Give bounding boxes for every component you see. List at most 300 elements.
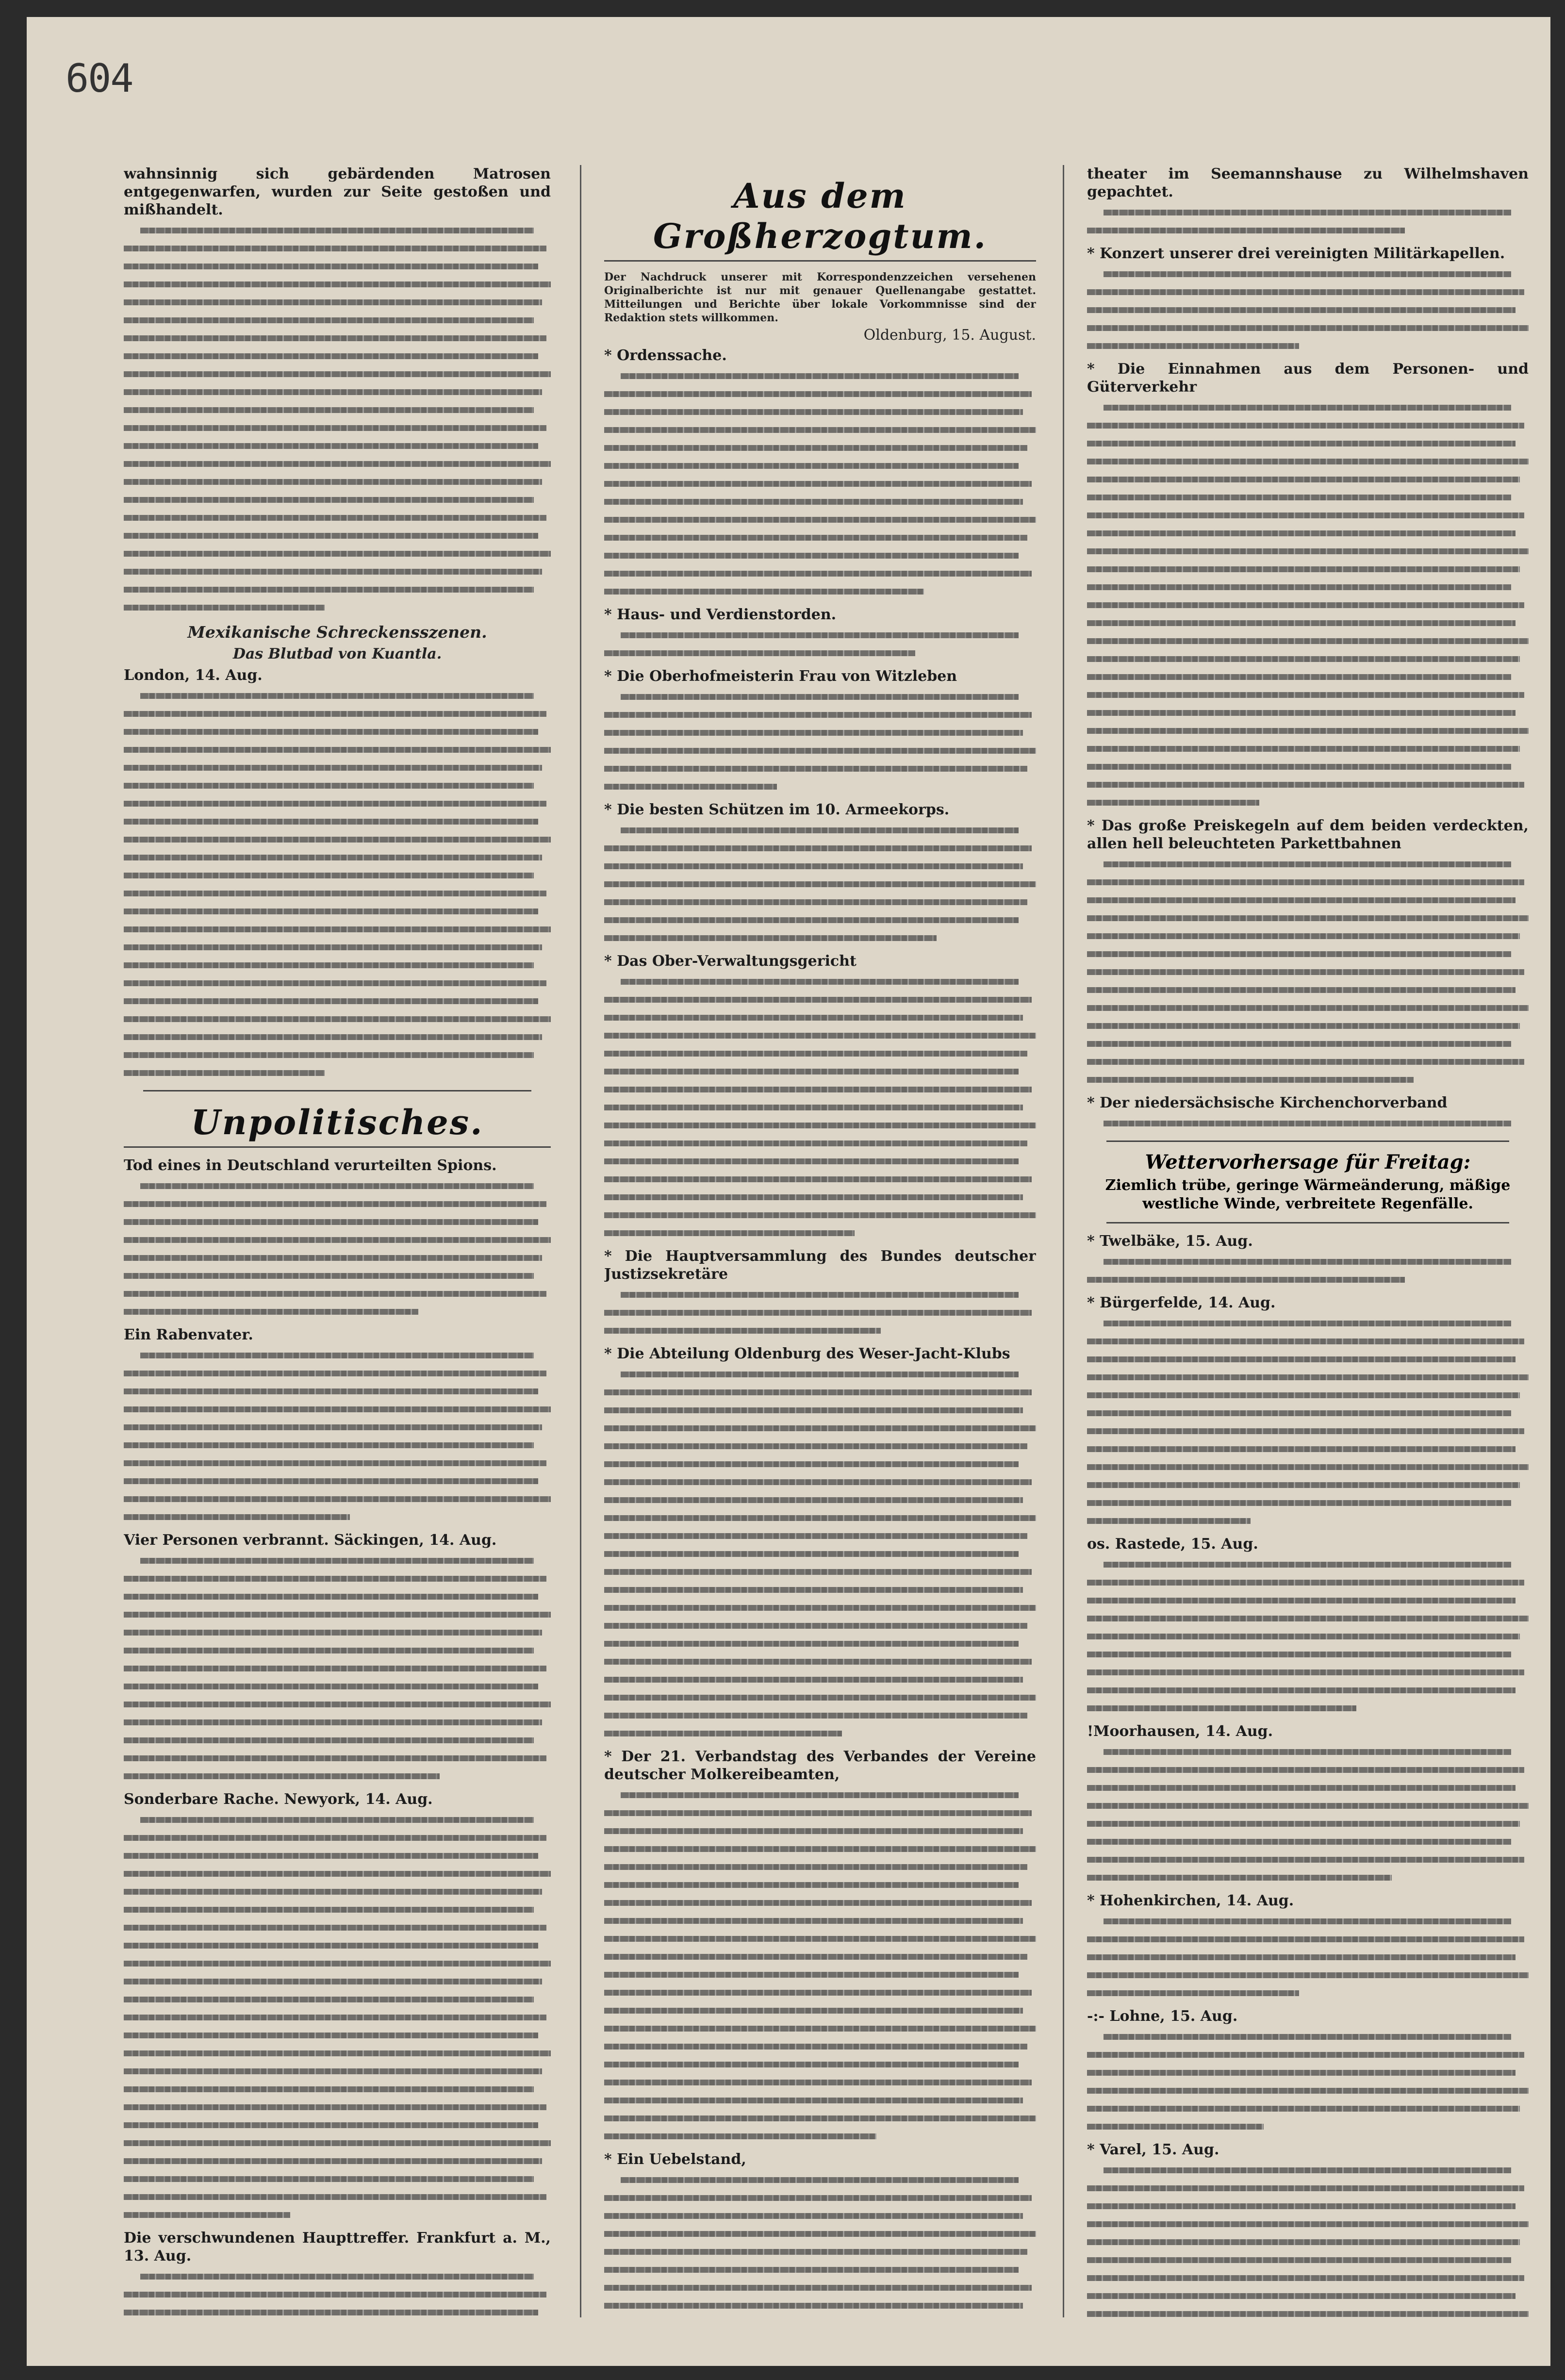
text-line xyxy=(124,436,551,454)
text-line xyxy=(1087,1034,1529,1052)
text-line xyxy=(124,1436,551,1454)
weather-heading: Wettervorhersage für Freitag: xyxy=(1145,1151,1471,1173)
text-line xyxy=(604,2109,1036,2127)
text-line xyxy=(124,1471,551,1489)
text-line xyxy=(124,1731,551,1749)
text-line xyxy=(1087,434,1529,452)
text-line xyxy=(1087,452,1529,470)
text-line xyxy=(124,902,551,920)
text-line xyxy=(124,598,551,616)
text-line xyxy=(604,2314,1036,2317)
text-line xyxy=(604,2019,1036,2037)
item-title: * Ein Uebelstand, xyxy=(604,2151,746,2168)
page-number: 604 xyxy=(66,56,133,101)
text-line xyxy=(1087,1475,1529,1493)
text-line xyxy=(1087,1966,1529,1983)
text-line xyxy=(604,839,1036,857)
text-line xyxy=(604,1544,1036,1562)
text-line xyxy=(604,492,1036,510)
text-line xyxy=(1087,2268,1529,2286)
text-line xyxy=(124,938,551,956)
text-line xyxy=(604,759,1036,777)
text-line xyxy=(1087,2027,1529,2045)
text-line xyxy=(124,1382,551,1400)
body-text-lines xyxy=(1087,1114,1529,1132)
text-line xyxy=(124,920,551,938)
body-text-lines xyxy=(124,1551,551,1785)
text-line xyxy=(604,777,1036,795)
text-line xyxy=(1087,1439,1529,1457)
article-item xyxy=(1087,360,1529,811)
text-line xyxy=(604,2206,1036,2224)
text-line xyxy=(1087,1663,1529,1681)
text-line xyxy=(604,723,1036,741)
text-line xyxy=(604,420,1036,438)
text-line xyxy=(604,2127,1036,2145)
text-line xyxy=(1087,1796,1529,1814)
text-line xyxy=(124,1695,551,1713)
text-line xyxy=(1087,775,1529,793)
text-line xyxy=(604,1285,1036,1303)
text-line xyxy=(604,474,1036,492)
text-line xyxy=(1087,962,1529,980)
divider xyxy=(143,1090,531,1091)
text-line xyxy=(124,418,551,436)
text-line xyxy=(1087,1760,1529,1778)
local-item xyxy=(1087,1892,1529,2001)
article-item xyxy=(604,1345,1036,1742)
text-line xyxy=(604,2091,1036,2109)
text-line xyxy=(604,2055,1036,2073)
text-line xyxy=(604,402,1036,420)
text-line xyxy=(1087,488,1529,506)
text-line xyxy=(1087,873,1529,891)
text-line xyxy=(124,1194,551,1212)
divider xyxy=(1106,1222,1509,1223)
text-line xyxy=(124,1454,551,1471)
text-line xyxy=(124,257,551,275)
text-line xyxy=(124,1918,551,1936)
text-line xyxy=(124,776,551,794)
text-line xyxy=(124,1641,551,1659)
text-line xyxy=(1087,1832,1529,1850)
text-line xyxy=(1087,221,1529,239)
text-line xyxy=(1087,1573,1529,1591)
text-line xyxy=(1087,506,1529,524)
text-line xyxy=(124,1551,551,1569)
text-line xyxy=(1087,2099,1529,2117)
item-title: * Das Ober-Verwaltungsgericht xyxy=(604,953,857,970)
text-line xyxy=(124,1284,551,1302)
text-line xyxy=(124,562,551,580)
text-line xyxy=(124,2116,551,2133)
body-text-lines xyxy=(1087,1912,1529,2001)
text-line xyxy=(604,1821,1036,1839)
text-line xyxy=(604,644,1036,661)
text-line xyxy=(1087,1252,1529,1270)
text-line xyxy=(604,1383,1036,1401)
body-text-lines xyxy=(604,626,1036,661)
text-line xyxy=(1087,2045,1529,2063)
text-line xyxy=(604,1634,1036,1652)
text-line xyxy=(1087,1591,1529,1609)
text-line xyxy=(1087,1868,1529,1886)
text-line xyxy=(124,1936,551,1954)
text-line xyxy=(604,857,1036,875)
text-line xyxy=(604,1419,1036,1437)
text-line xyxy=(604,1080,1036,1098)
text-line xyxy=(604,1303,1036,1321)
text-line xyxy=(1087,757,1529,775)
text-line xyxy=(1087,2304,1529,2317)
item-title: * Die Einnahmen aus dem Personen- und Güterverkehr xyxy=(1087,361,1529,396)
mexico-dateline: London, 14. Aug. xyxy=(124,667,263,684)
text-line xyxy=(604,1206,1036,1223)
body-text-lines xyxy=(1087,855,1529,1088)
text-line xyxy=(124,974,551,992)
text-line xyxy=(604,1472,1036,1490)
body-text-lines xyxy=(604,687,1036,795)
item-title: * Konzert unserer drei vereinigten Militärkapellen. xyxy=(1087,245,1505,262)
region-heading: Aus dem Großherzogtum. xyxy=(604,176,1036,262)
column-3 xyxy=(1087,165,1529,2317)
weather-forecast: Ziemlich trübe, geringe Wärmeänderung, mäßige westliche Winde, verbreitete Regenfälle. xyxy=(1105,1177,1511,1212)
text-line xyxy=(604,1652,1036,1670)
text-line xyxy=(604,1616,1036,1634)
text-line xyxy=(124,1623,551,1641)
column-1 xyxy=(124,165,551,2317)
text-line xyxy=(604,1598,1036,1616)
text-line xyxy=(604,928,1036,946)
text-line xyxy=(124,526,551,544)
text-line xyxy=(124,1749,551,1767)
text-line xyxy=(1087,2063,1529,2081)
text-line xyxy=(1087,613,1529,631)
text-line xyxy=(124,400,551,418)
text-line xyxy=(124,2080,551,2098)
text-line xyxy=(1087,1314,1529,1332)
body-text-lines xyxy=(124,1176,551,1320)
local-item xyxy=(1087,1232,1529,1288)
text-line xyxy=(124,2026,551,2044)
text-line xyxy=(124,740,551,758)
text-line xyxy=(124,1176,551,1194)
text-line xyxy=(1087,1052,1529,1070)
article-item xyxy=(604,1247,1036,1339)
text-line xyxy=(124,812,551,830)
text-line xyxy=(1087,1070,1529,1088)
text-line xyxy=(604,1321,1036,1339)
article-item xyxy=(124,1531,551,1785)
text-line xyxy=(1087,649,1529,667)
text-line xyxy=(1087,793,1529,811)
text-line xyxy=(604,1803,1036,1821)
text-line xyxy=(124,1346,551,1364)
text-line xyxy=(1087,2161,1529,2179)
text-line xyxy=(604,741,1036,759)
text-line xyxy=(124,2133,551,2151)
text-line xyxy=(1087,318,1529,336)
text-line xyxy=(604,2242,1036,2260)
item-title: * Die besten Schützen im 10. Armeekorps. xyxy=(604,801,950,818)
text-line xyxy=(1087,1645,1529,1663)
body-text-lines xyxy=(1087,2027,1529,2135)
text-line xyxy=(1087,721,1529,739)
local-title: !Moorhausen, 14. Aug. xyxy=(1087,1723,1273,1740)
text-line xyxy=(1087,2250,1529,2268)
body-text-lines xyxy=(1087,1314,1529,1529)
body-text-lines xyxy=(604,821,1036,946)
text-line xyxy=(1087,300,1529,318)
text-line xyxy=(1087,2232,1529,2250)
article-opening: wahnsinnig sich gebärdenden Matrosen entgegenwarfen, wurden zur Seite gestoßen und mißhandelt. xyxy=(124,165,551,218)
text-line xyxy=(1087,1511,1529,1529)
text-line xyxy=(1087,1983,1529,2001)
text-line xyxy=(1087,1386,1529,1404)
text-line xyxy=(1087,595,1529,613)
text-line xyxy=(124,1400,551,1418)
text-line xyxy=(604,1929,1036,1947)
text-line xyxy=(1087,542,1529,560)
text-line xyxy=(124,1248,551,1266)
text-line xyxy=(604,1508,1036,1526)
text-line xyxy=(124,1828,551,1846)
text-line xyxy=(604,564,1036,582)
text-line xyxy=(604,1562,1036,1580)
text-line xyxy=(1087,909,1529,926)
text-line xyxy=(604,1134,1036,1152)
text-line xyxy=(1087,1493,1529,1511)
article-item xyxy=(124,1790,551,2223)
text-line xyxy=(124,1418,551,1436)
local-item xyxy=(1087,1294,1529,1529)
text-line xyxy=(1087,855,1529,873)
text-line xyxy=(1087,2286,1529,2304)
text-line xyxy=(604,1170,1036,1188)
text-line xyxy=(604,2224,1036,2242)
text-line xyxy=(124,848,551,866)
text-line xyxy=(1087,944,1529,962)
text-line xyxy=(124,1972,551,1990)
article-item xyxy=(604,952,1036,1241)
text-line xyxy=(1087,560,1529,578)
text-line xyxy=(124,2008,551,2026)
item-title: * Das große Preiskegeln auf dem beiden verdeckten, allen hell beleuchteten Parkettbahnen xyxy=(1087,817,1529,852)
body-text-lines xyxy=(124,1346,551,1525)
text-line xyxy=(124,347,551,364)
article-item xyxy=(604,801,1036,946)
column-2 xyxy=(604,165,1036,2317)
text-line xyxy=(124,311,551,329)
body-text-lines xyxy=(1087,264,1529,354)
text-line xyxy=(1087,1778,1529,1796)
article-item xyxy=(1087,1094,1529,1132)
text-line xyxy=(1087,1609,1529,1627)
text-line xyxy=(1087,1016,1529,1034)
text-line xyxy=(604,1044,1036,1062)
body-text-lines xyxy=(604,1285,1036,1339)
text-line xyxy=(124,1230,551,1248)
local-title: -:- Lohne, 15. Aug. xyxy=(1087,2008,1238,2025)
local-item xyxy=(1087,1535,1529,1717)
text-line xyxy=(1087,1627,1529,1645)
text-line xyxy=(604,1437,1036,1454)
local-item xyxy=(1087,2007,1529,2135)
text-line xyxy=(1087,703,1529,721)
local-title: * Varel, 15. Aug. xyxy=(1087,2141,1219,2158)
text-line xyxy=(604,1580,1036,1598)
local-title: * Hohenkirchen, 14. Aug. xyxy=(1087,1892,1294,1909)
item-title: * Der 21. Verbandstag des Verbandes der Vereine deutscher Molkereibeamten, xyxy=(604,1748,1036,1783)
text-line xyxy=(124,2187,551,2205)
body-text-lines xyxy=(604,366,1036,600)
text-line xyxy=(604,2278,1036,2296)
text-line xyxy=(124,2062,551,2080)
text-line xyxy=(604,1008,1036,1026)
text-line xyxy=(1087,524,1529,542)
text-line xyxy=(1087,1270,1529,1288)
text-line xyxy=(124,866,551,884)
text-line xyxy=(1087,1368,1529,1386)
text-line xyxy=(1087,336,1529,354)
text-line xyxy=(604,1062,1036,1080)
text-line xyxy=(1087,1457,1529,1475)
text-line xyxy=(124,1302,551,1320)
text-line xyxy=(124,1507,551,1525)
text-line xyxy=(124,722,551,740)
text-line xyxy=(604,1947,1036,1965)
text-line xyxy=(604,705,1036,723)
body-text-lines xyxy=(124,221,551,616)
text-line xyxy=(1087,1404,1529,1421)
text-line xyxy=(604,1724,1036,1742)
text-line xyxy=(124,1063,551,1081)
text-line xyxy=(124,1677,551,1695)
text-line xyxy=(604,1152,1036,1170)
text-line xyxy=(124,329,551,347)
text-line xyxy=(124,454,551,472)
text-line xyxy=(124,364,551,382)
text-line xyxy=(1087,1681,1529,1699)
text-line xyxy=(124,830,551,848)
text-line xyxy=(1087,2117,1529,2135)
text-line xyxy=(604,2296,1036,2314)
body-text-lines xyxy=(1087,203,1529,239)
text-line xyxy=(124,1027,551,1045)
text-line xyxy=(604,366,1036,384)
text-line xyxy=(124,704,551,722)
body-text-lines xyxy=(1087,2161,1529,2317)
text-line xyxy=(604,1893,1036,1911)
text-line xyxy=(124,1954,551,1972)
text-line xyxy=(124,1900,551,1918)
text-line xyxy=(604,1365,1036,1383)
text-line xyxy=(124,1990,551,2008)
text-line xyxy=(124,2267,551,2285)
text-line xyxy=(1087,926,1529,944)
text-line xyxy=(124,758,551,776)
text-line xyxy=(604,1490,1036,1508)
item-title: * Haus- und Verdienstorden. xyxy=(604,606,837,623)
text-line xyxy=(1087,1699,1529,1717)
text-line xyxy=(124,490,551,508)
text-line xyxy=(124,2044,551,2062)
dateline: Oldenburg, 15. August. xyxy=(863,327,1036,344)
text-line xyxy=(604,2001,1036,2019)
local-item xyxy=(1087,2141,1529,2317)
text-line xyxy=(604,582,1036,600)
text-line xyxy=(124,508,551,526)
text-line xyxy=(1087,1421,1529,1439)
text-line xyxy=(124,1659,551,1677)
text-line xyxy=(1087,667,1529,685)
text-line xyxy=(124,275,551,293)
text-line xyxy=(124,1212,551,1230)
text-line xyxy=(1087,980,1529,998)
text-line xyxy=(604,1875,1036,1893)
text-line xyxy=(1087,1555,1529,1573)
text-line xyxy=(1087,203,1529,221)
article-item xyxy=(604,1748,1036,2145)
text-line xyxy=(604,821,1036,839)
text-line xyxy=(604,1785,1036,1803)
text-line xyxy=(604,892,1036,910)
text-line xyxy=(124,2285,551,2303)
text-line xyxy=(1087,891,1529,909)
text-line xyxy=(124,382,551,400)
text-line xyxy=(124,1767,551,1785)
column-rule xyxy=(1063,165,1064,2317)
text-line xyxy=(604,528,1036,546)
body-text-lines xyxy=(124,1810,551,2223)
unpolitical-heading: Unpolitisches. xyxy=(124,1102,551,1148)
text-line xyxy=(124,992,551,1009)
item-title: * Die Oberhofmeisterin Frau von Witzleben xyxy=(604,668,957,685)
body-text-lines xyxy=(124,2267,551,2317)
text-line xyxy=(604,1911,1036,1929)
text-line xyxy=(1087,1814,1529,1832)
text-line xyxy=(604,1857,1036,1875)
article-item xyxy=(124,1157,551,1320)
item-title: * Die Abteilung Oldenburg des Weser-Jacht-Klubs xyxy=(604,1345,1010,1362)
body-text-lines xyxy=(604,2170,1036,2317)
text-line xyxy=(604,1116,1036,1134)
text-line xyxy=(604,972,1036,990)
text-line xyxy=(604,1026,1036,1044)
text-line xyxy=(124,1864,551,1882)
text-line xyxy=(1087,685,1529,703)
text-line xyxy=(604,2188,1036,2206)
text-line xyxy=(124,580,551,598)
article-item xyxy=(604,667,1036,795)
body-text-lines xyxy=(1087,1252,1529,1288)
article-item xyxy=(604,2150,1036,2317)
text-line xyxy=(604,2037,1036,2055)
text-line xyxy=(604,875,1036,892)
text-line xyxy=(1087,264,1529,282)
text-line xyxy=(604,510,1036,528)
text-line xyxy=(1087,578,1529,595)
item-title: Vier Personen verbrannt. Säckingen, 14. Aug. xyxy=(124,1532,497,1549)
newspaper-page xyxy=(27,17,1550,2366)
text-line xyxy=(124,1605,551,1623)
text-line xyxy=(604,1839,1036,1857)
text-line xyxy=(604,910,1036,928)
text-line xyxy=(124,1045,551,1063)
article-item xyxy=(1087,245,1529,354)
text-line xyxy=(604,1454,1036,1472)
local-item xyxy=(1087,1722,1529,1886)
